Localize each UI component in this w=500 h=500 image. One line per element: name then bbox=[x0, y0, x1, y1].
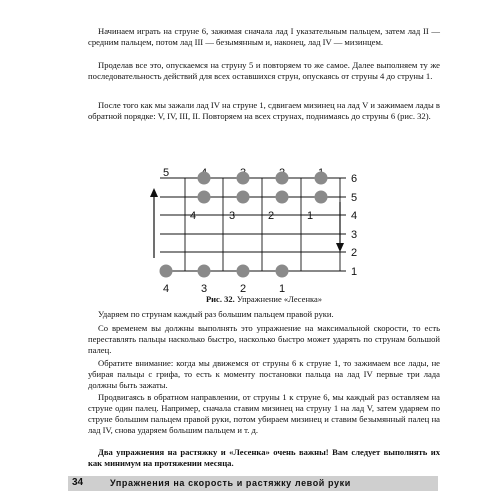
finger-number: 1 bbox=[278, 283, 286, 294]
figure-caption-label: Рис. 32. bbox=[205, 294, 235, 304]
finger-number: 1 bbox=[306, 210, 314, 222]
paragraph-5: Со временем вы должны выполнять это упражнение на максимальной скорости, то есть переставлять пальцы насколько быстро, насколько быстро может ударять по струнам большой палец. bbox=[88, 323, 440, 355]
finger-dot bbox=[237, 265, 250, 278]
string-number: 3 bbox=[351, 229, 358, 241]
figure-caption-text: Упражнение «Лесенка» bbox=[234, 294, 323, 304]
page-number: 34 bbox=[72, 477, 84, 488]
paragraph-1: Начинаем играть на струне 6, зажимая сначала лад I указательным пальцем, затем лад II — средним пальцем, потом лад III — безымянным и, наконец, лад IV — мизинцем. bbox=[88, 26, 440, 47]
string-numbers bbox=[351, 173, 357, 278]
string-number: 4 bbox=[351, 210, 358, 222]
paragraph-4: Ударяем по струнам каждый раз большим пальцем правой руки. bbox=[98, 309, 334, 319]
paragraph-3: После того как мы зажали лад IV на струне 1, сдвигаем мизинец на лад V и зажимаем лады в обратной порядке: V, IV, III, II. Повторяем на всех струнах, поднимаясь до струны 6 (рис. 32). bbox=[88, 100, 440, 121]
inline-finger-numbers bbox=[190, 210, 313, 222]
finger-number: 3 bbox=[228, 210, 236, 222]
string-number: 5 bbox=[351, 192, 358, 204]
page-footer bbox=[68, 476, 438, 491]
finger-dot bbox=[160, 265, 173, 278]
finger-dot bbox=[237, 191, 250, 204]
finger-number: 4 bbox=[162, 283, 170, 294]
paragraph-8-emphasis: Два упражнения на растяжку и «Лесенка» очень важны! Вам следует выполнять их как минимум на протяжении месяца. bbox=[88, 447, 440, 468]
fretboard-diagram bbox=[150, 166, 380, 294]
running-title: Упражнения на скорость и растяжку левой руки bbox=[110, 478, 351, 488]
finger-dot bbox=[276, 172, 289, 185]
string-number: 2 bbox=[351, 247, 358, 259]
paragraph-7: Продвигаясь в обратном направлении, от струны 1 к струне 6, мы каждый раз оставляем на струне один палец. Например, сначала ставим мизинец на струну 1 на лад V, затем ударяем по струне большим пальцем правой руки, потом убираем мизинец и ставим безымянный палец на лад IV, снова ударяем большим пальцем и т. д. bbox=[88, 392, 440, 435]
finger-dot bbox=[315, 191, 328, 204]
finger-number: 4 bbox=[189, 210, 197, 222]
finger-dot bbox=[198, 172, 211, 185]
finger-number: 3 bbox=[200, 283, 208, 294]
finger-number: 5 bbox=[162, 167, 170, 179]
finger-dot bbox=[198, 265, 211, 278]
figure-caption bbox=[88, 294, 440, 304]
finger-dot bbox=[198, 191, 211, 204]
finger-dot bbox=[276, 265, 289, 278]
finger-dot bbox=[315, 172, 328, 185]
paragraph-6: Обратите внимание: когда мы движемся от струны 6 к струне 1, то зажимаем все лады, не убирая пальцы с грифа, то есть к моменту постановки пальца на лад IV первые три лада должны быть зажаты. bbox=[88, 358, 440, 390]
finger-number: 2 bbox=[267, 210, 275, 222]
down-arrow-icon bbox=[336, 202, 344, 252]
finger-dot bbox=[237, 172, 250, 185]
finger-dot bbox=[276, 191, 289, 204]
up-arrow-icon bbox=[150, 188, 158, 258]
paragraph-2: Проделав все это, опускаемся на струну 5 и повторяем то же самое. Далее выполняем ту же последовательность действий для всех оставшихся струн, опускаясь от струны 4 до струны 1. bbox=[88, 60, 440, 81]
frets bbox=[185, 178, 340, 271]
bottom-finger-numbers bbox=[163, 283, 285, 294]
string-number: 1 bbox=[351, 266, 358, 278]
finger-number: 2 bbox=[239, 283, 247, 294]
string-number: 6 bbox=[351, 173, 358, 185]
